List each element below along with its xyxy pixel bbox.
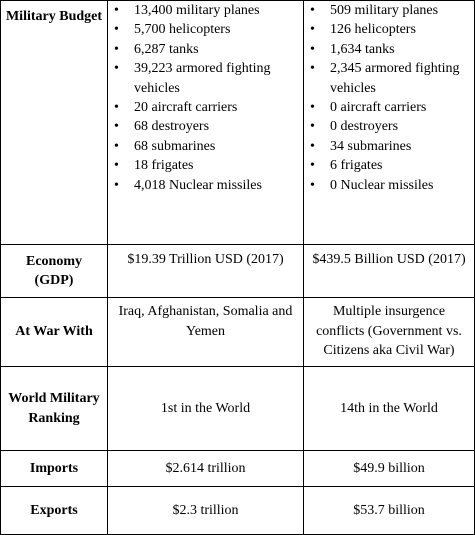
budget-list-item (308, 59, 470, 98)
budget-item-text: 4,018 Nuclear missiles (134, 177, 262, 193)
row-label-ranking: World Military Ranking (1, 367, 108, 451)
row-ranking (1, 367, 475, 451)
bullet-icon: • (114, 61, 119, 77)
budget-item-text: 2,345 armored fighting vehicles (330, 61, 460, 96)
budget-list-item (112, 1, 299, 20)
budget-item-text: 0 Nuclear missiles (330, 177, 434, 193)
bullet-icon: • (310, 41, 315, 57)
budget-list-item (308, 20, 470, 39)
budget-list-item (112, 156, 299, 175)
bullet-icon: • (310, 177, 315, 193)
bullet-icon: • (310, 61, 315, 77)
budget-right-list (308, 1, 470, 195)
budget-right-cell (304, 1, 475, 245)
row-label-exports: Exports (1, 487, 108, 535)
bullet-icon: • (310, 119, 315, 135)
budget-item-text: 68 submarines (134, 138, 216, 154)
budget-item-text: 1,634 tanks (330, 41, 395, 57)
row-label-military-budget: Military Budget (1, 1, 108, 245)
row-label-imports: Imports (1, 451, 108, 487)
budget-list-item (112, 98, 299, 117)
budget-item-text: 34 submarines (330, 138, 412, 154)
budget-list-item (112, 117, 299, 136)
row-label-at-war: At War With (1, 298, 108, 367)
row-military-budget (1, 1, 475, 245)
budget-item-text: 6 frigates (330, 158, 383, 174)
at-war-right-cell: Multiple insurgence conflicts (Government vs. Citizens aka Civil War) (304, 298, 475, 367)
exports-left-cell: $2.3 trillion (108, 487, 304, 535)
budget-left-cell (108, 1, 304, 245)
budget-item-text: 126 helicopters (330, 22, 416, 38)
bullet-icon: • (310, 22, 315, 38)
bullet-icon: • (114, 119, 119, 135)
budget-list-item (308, 176, 470, 195)
bullet-icon: • (114, 22, 119, 38)
row-economy (1, 245, 475, 298)
budget-item-text: 20 aircraft carriers (134, 100, 238, 116)
budget-list-item (308, 1, 470, 20)
budget-list-item (112, 137, 299, 156)
bullet-icon: • (114, 158, 119, 174)
budget-list-item (308, 98, 470, 117)
economy-right-cell: $439.5 Billion USD (2017) (304, 245, 475, 298)
bullet-icon: • (114, 138, 119, 154)
imports-left-cell: $2.614 trillion (108, 451, 304, 487)
economy-left-cell: $19.39 Trillion USD (2017) (108, 245, 304, 298)
row-at-war (1, 298, 475, 367)
bullet-icon: • (114, 41, 119, 57)
budget-list-item (308, 117, 470, 136)
budget-item-text: 5,700 helicopters (134, 22, 231, 38)
budget-item-text: 509 military planes (330, 3, 439, 18)
bullet-icon: • (114, 177, 119, 193)
bullet-icon: • (310, 158, 315, 174)
budget-left-list (112, 1, 299, 195)
bullet-icon: • (310, 138, 315, 154)
bullet-icon: • (114, 3, 119, 18)
budget-item-text: 39,223 armored fighting vehicles (134, 61, 271, 96)
at-war-left-cell: Iraq, Afghanistan, Somalia and Yemen (108, 298, 304, 367)
budget-item-text: 0 destroyers (330, 119, 399, 135)
row-label-economy: Economy (GDP) (1, 245, 108, 298)
budget-list-item (112, 40, 299, 59)
bullet-icon: • (310, 100, 315, 116)
bullet-icon: • (310, 3, 315, 18)
row-exports (1, 487, 475, 535)
budget-list-item (112, 59, 299, 98)
imports-right-cell: $49.9 billion (304, 451, 475, 487)
budget-list-item (112, 20, 299, 39)
budget-item-text: 68 destroyers (134, 119, 210, 135)
exports-right-cell: $53.7 billion (304, 487, 475, 535)
row-imports (1, 451, 475, 487)
budget-item-text: 6,287 tanks (134, 41, 199, 57)
budget-item-text: 13,400 military planes (134, 3, 260, 18)
ranking-left-cell: 1st in the World (108, 367, 304, 451)
budget-list-item (308, 156, 470, 175)
budget-list-item (308, 137, 470, 156)
budget-list-item (112, 176, 299, 195)
budget-list-item (308, 40, 470, 59)
budget-item-text: 0 aircraft carriers (330, 100, 427, 116)
budget-item-text: 18 frigates (134, 158, 194, 174)
bullet-icon: • (114, 100, 119, 116)
ranking-right-cell: 14th in the World (304, 367, 475, 451)
